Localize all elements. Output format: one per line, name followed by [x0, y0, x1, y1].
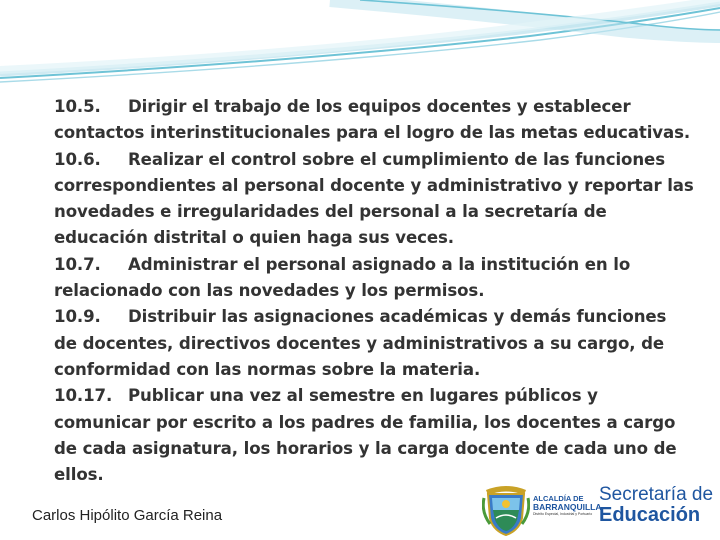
functions-list [54, 94, 694, 488]
list-item [54, 147, 694, 252]
item-number: 10.6. [54, 149, 101, 169]
barranquilla-seal-icon [482, 484, 530, 536]
list-item [54, 304, 694, 383]
list-item [54, 252, 694, 305]
header-wave-decoration [0, 0, 720, 90]
item-text: Publicar una vez al semestre en lugares públicos y comunicar por escrito a los padres de familia, los docentes a cargo de cada asignatura, los horarios y la carga docente de cada uno de ellos. [54, 386, 677, 485]
item-text: Distribuir las asignaciones académicas y demás funciones de docentes, directivos docentes y administrativos a su cargo, de conformidad con las normas sobre la materia. [54, 307, 667, 379]
alcaldia-wordmark [533, 494, 602, 517]
item-number: 10.7. [54, 254, 101, 274]
list-item [54, 94, 694, 147]
item-number: 10.17. [54, 386, 113, 406]
item-number: 10.5. [54, 97, 101, 116]
item-text: Realizar el control sobre el cumplimiento de las funciones correspondientes al personal docente y administrativo y reportar las novedades e irregularidades del personal a la secretaría de educación distrital o quien haga sus veces. [54, 149, 694, 248]
alcaldia-line2: BARRANQUILLA [533, 501, 602, 512]
secretaria-wordmark [599, 485, 713, 526]
item-number: 10.9. [54, 307, 101, 327]
list-item [54, 383, 694, 488]
alcaldia-line1: ALCALDÍA DE [533, 494, 584, 503]
item-text: Administrar el personal asignado a la institución en lo relacionado con las novedades y los permisos. [54, 254, 631, 301]
secretaria-educacion-logo [482, 482, 720, 540]
item-text: Dirigir el trabajo de los equipos docentes y establecer contactos interinstitucionales para el logro de las metas educativas. [54, 97, 691, 143]
secretaria-line1: Secretaría de [599, 484, 714, 505]
alcaldia-tagline: Distrito Especial, Industrial y Portuario [533, 512, 593, 516]
author-name: Carlos Hipólito García Reina [32, 507, 223, 524]
secretaria-line2: Educación [599, 503, 701, 526]
